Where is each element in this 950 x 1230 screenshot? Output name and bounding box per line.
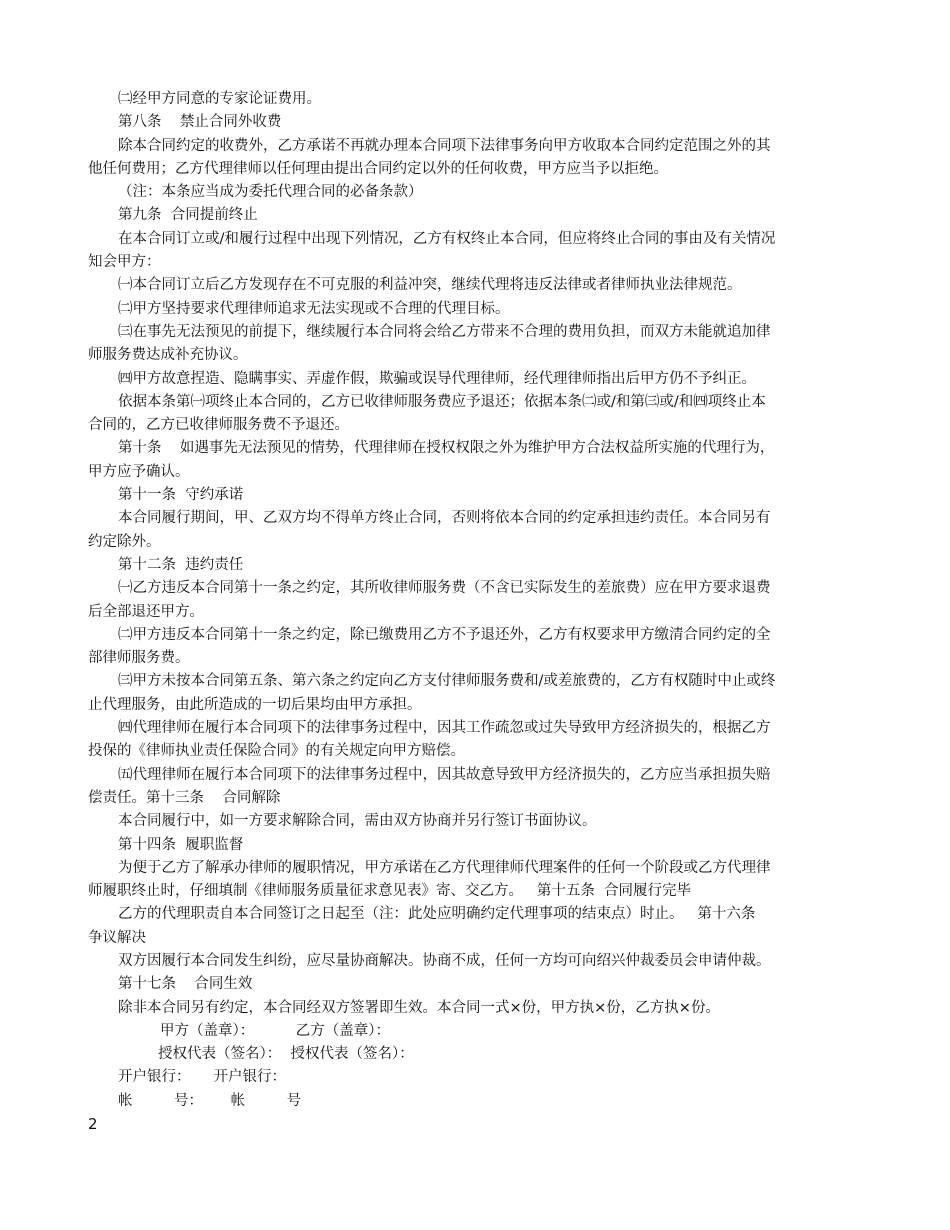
text-line: 止代理服务，由此所造成的一切后果均由甲方承担。: [88, 696, 422, 713]
text-line: ㈡甲方违反本合同第十一条之约定，除已缴费用乙方不予退还外，乙方有权要求甲方缴清合同约定的全: [118, 626, 771, 643]
text-line: 依据本条第㈠项终止本合同的，乙方已收律师服务费应予退还；依据本条㈡或/和第㈢或/和㈣项终止本: [118, 393, 766, 410]
text-line: 帐 号： 帐 号: [118, 1092, 302, 1109]
text-line: 本合同履行中，如一方要求解除合同，需由双方协商并另行签订书面协议。: [118, 813, 597, 830]
text-line: 第十四条 履职监督: [118, 836, 244, 853]
text-line: ㈣代理律师在履行本合同项下的法律事务过程中，因其工作疏忽或过失导致甲方经济损失的，根据乙方: [118, 720, 771, 737]
text-line: 第八条 禁止合同外收费: [118, 114, 282, 131]
text-line: 合同的，乙方已收律师服务费不予退还。: [88, 417, 349, 434]
text-line: ㈠本合同订立后乙方发现存在不可克服的利益冲突，继续代理将违反法律或者律师执业法律规范。: [118, 277, 742, 294]
text-line: 在本合同订立或/和履行过程中出现下列情况，乙方有权终止本合同，但应将终止合同的事由及有关情况: [118, 230, 776, 247]
text-line: 开户银行： 开户银行：: [118, 1069, 287, 1086]
text-line: 第十条 如遇事先无法预见的情势，代理律师在授权权限之外为维护甲方合法权益所实施的代理行为，: [118, 440, 775, 457]
text-line: 甲方应予确认。: [88, 463, 190, 480]
text-line: 除非本合同另有约定，本合同经双方签署即生效。本合同一式×份，甲方执×份，乙方执×份。: [118, 999, 720, 1016]
text-line: 除本合同约定的收费外，乙方承诺不再就办理本合同项下法律事务向甲方收取本合同约定范围之外的其: [118, 137, 771, 154]
text-line: ㈠乙方违反本合同第十一条之约定，其所收律师服务费（不含已实际发生的差旅费）应在甲方要求退费: [118, 580, 771, 597]
text-line: 偿责任。第十三条 合同解除: [88, 789, 281, 806]
text-line: 师服务费达成补充协议。: [88, 347, 248, 364]
text-line: 师履职终止时，仔细填制《律师服务质量征求意见表》寄、交乙方。 第十五条 合同履行完毕: [88, 883, 692, 900]
page-number: 2: [88, 1115, 98, 1134]
text-line: ㈡甲方坚持要求代理律师追求无法实现或不合理的代理目标。: [118, 300, 510, 317]
text-line: （注：本条应当成为委托代理合同的必备条款）: [118, 184, 423, 201]
text-line: ㈢在事先无法预见的前提下，继续履行本合同将会给乙方带来不合理的费用负担，而双方未能就追加律: [118, 323, 771, 340]
text-line: 本合同履行期间，甲、乙双方均不得单方终止合同，否则将依本合同的约定承担违约责任。本合同另有: [118, 510, 771, 527]
text-line: 乙方的代理职责自本合同签订之日起至（注：此处应明确约定代理事项的结束点）时止。 第十六条: [118, 906, 756, 923]
text-line: 后全部退还甲方。: [88, 603, 204, 620]
text-line: ㈤代理律师在履行本合同项下的法律事务过程中，因其故意导致甲方经济损失的，乙方应当承担损失赔: [118, 766, 771, 783]
text-line: 知会甲方：: [88, 254, 161, 271]
text-line: 甲方（盖章）： 乙方（盖章）：: [160, 1022, 390, 1039]
contract-text: [88, 88, 866, 1136]
text-line: 双方因履行本合同发生纠纷，应尽量协商解决。协商不成，任何一方均可向绍兴仲裁委员会申请仲裁。: [118, 952, 771, 969]
text-line: ㈣甲方故意捏造、隐瞒事实、弄虚作假，欺骗或误导代理律师，经代理律师指出后甲方仍不予纠正。: [118, 370, 756, 387]
text-line: ㈡经甲方同意的专家论证费用。: [118, 91, 321, 107]
text-line: 第十二条 违约责任: [118, 556, 244, 573]
text-line: 部律师服务费。: [88, 650, 190, 667]
text-line: 授权代表（签名）： 授权代表（签名）：: [158, 1046, 414, 1063]
text-line: 争议解决: [88, 929, 146, 946]
text-line: 第十七条 合同生效: [118, 976, 253, 993]
text-line: 约定除外。: [88, 533, 161, 550]
text-line: ㈢甲方未按本合同第五条、第六条之约定向乙方支付律师服务费和/或差旅费的，乙方有权随时中止或终: [118, 673, 776, 690]
text-line: 第十一条 守约承诺: [118, 487, 244, 504]
text-line: 第九条 合同提前终止: [118, 207, 258, 224]
text-line: 投保的《律师执业责任保险合同》的有关规定向甲方赔偿。: [88, 743, 465, 760]
text-line: 为便于乙方了解承办律师的履职情况，甲方承诺在乙方代理律师代理案件的任何一个阶段或乙方代理律: [118, 859, 771, 876]
text-line: 他任何费用；乙方代理律师以任何理由提出合同约定以外的任何收费，甲方应当予以拒绝。: [88, 160, 668, 177]
